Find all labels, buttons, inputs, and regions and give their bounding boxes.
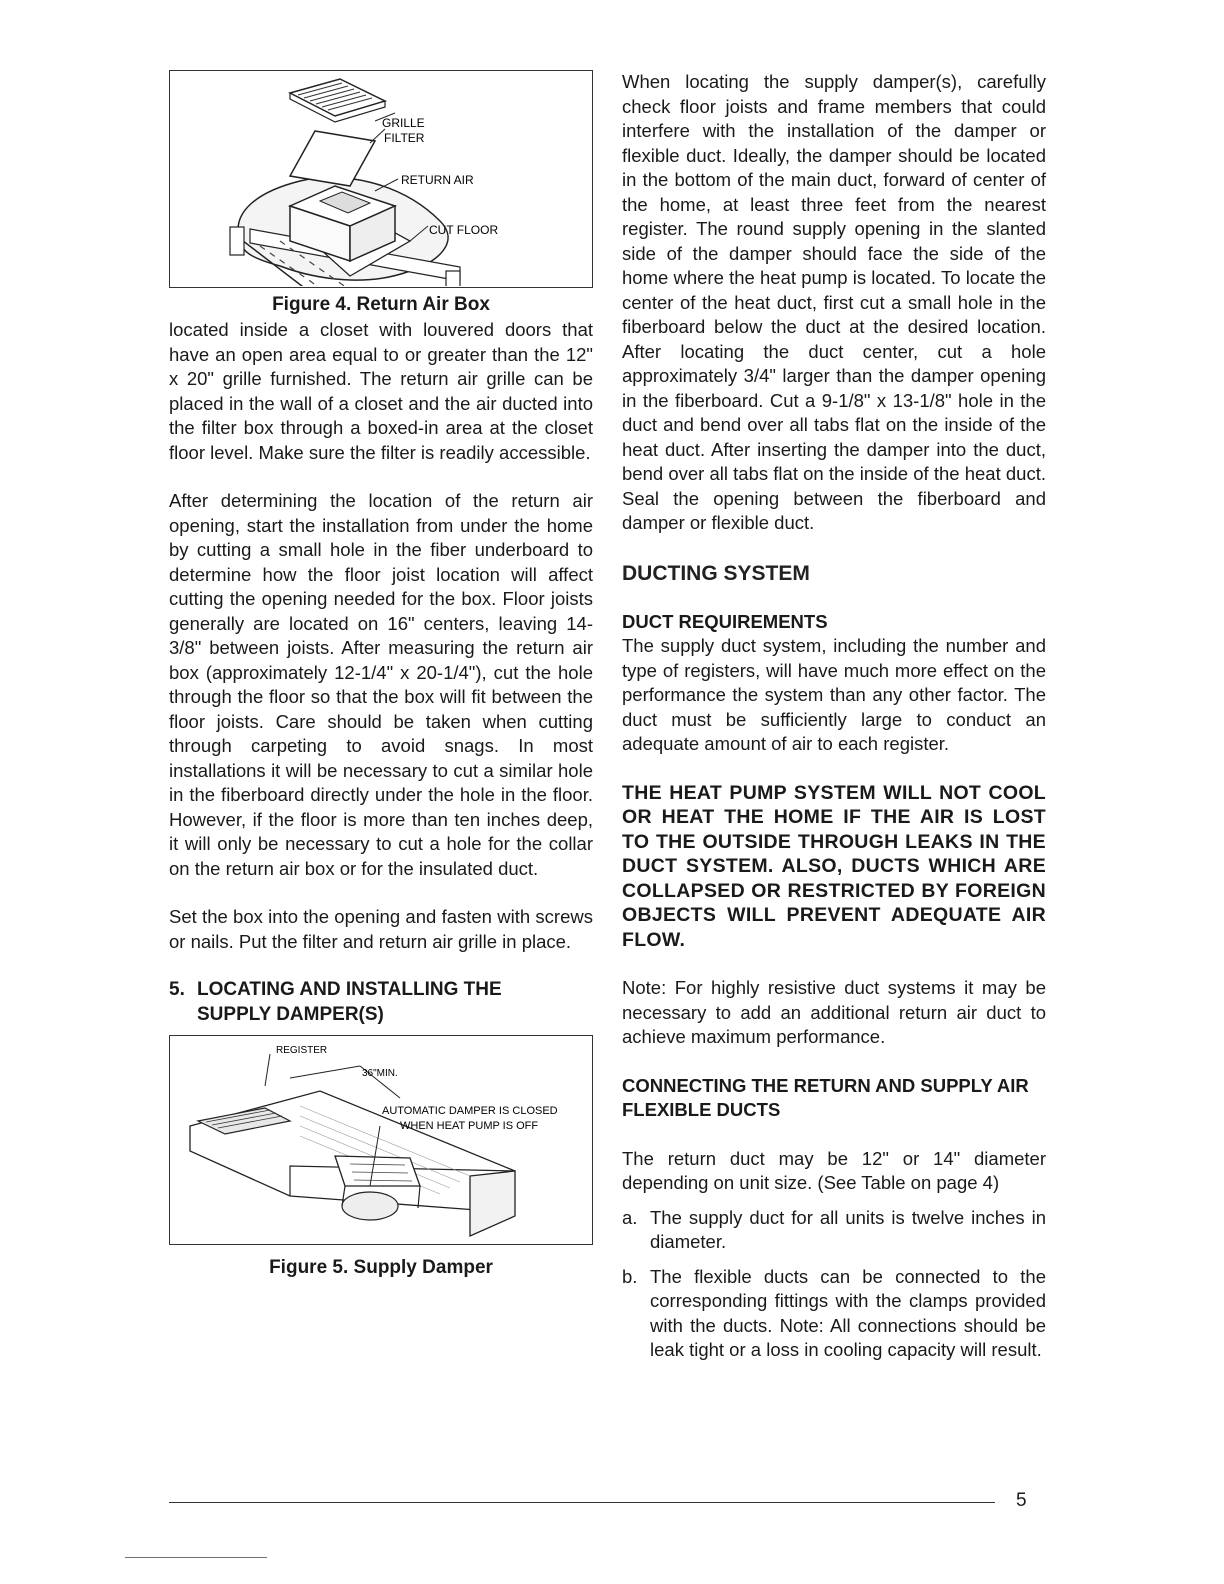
- left-paragraph-2: After determining the location of the return air opening, start the installation from under the home by cutting a small hole in the fiber underboard to determine how the floor joist location will affect cutting the opening needed for the box. Floor joists generally are located on 16" centers, leaving 14-3/8" between joists. After measuring the return air box (approximately 12-1/4" x 20-1/4"), cut the hole through the floor so that the box will fit between the floor joists. Care should be taken when cutting through carpeting to avoid snags. In most installations it will be necessary to cut a similar hole in the fiberboard directly under the hole in the floor. However, if the floor is more than ten inches deep, it will only be necessary to cut a hole for the collar on the return air box or for the insulated duct.: [169, 490, 593, 879]
- figure-5-label-damper-line2: WHEN HEAT PUMP IS OFF: [400, 1120, 539, 1132]
- section-5-title: LOCATING AND INSTALLING THE SUPPLY DAMPER(S): [197, 979, 502, 1025]
- section-5-heading: [169, 978, 593, 1027]
- return-air-box-diagram: [170, 71, 591, 286]
- figure-4-box: [169, 70, 593, 288]
- figure-4-label-return-air: RETURN AIR: [401, 173, 474, 187]
- figure-5-label-register: REGISTER: [276, 1045, 328, 1056]
- note-text: Note: For highly resistive duct systems it may be necessary to add an additional return air duct to achieve maximum performance.: [622, 977, 1046, 1047]
- list-item: [622, 1206, 1046, 1255]
- list-marker: b.: [622, 1265, 638, 1287]
- list-marker: a.: [622, 1206, 638, 1228]
- left-paragraph-3: Set the box into the opening and fasten with screws or nails. Put the filter and return air grille in place.: [169, 906, 593, 952]
- figure-4-label-grille: GRILLE: [382, 116, 425, 130]
- left-paragraph-1: located inside a closet with louvered doors that have an open area equal to or greater than the 12" x 20" grille furnished. The return air grille can be placed in the wall of a closet and the air ducted into the filter box through a boxed-in area at the closet floor level. Make sure the filter is readily accessible.: [169, 319, 593, 463]
- list-text: The supply duct for all units is twelve inches in diameter.: [650, 1206, 1046, 1252]
- warning-text: THE HEAT PUMP SYSTEM WILL NOT COOL OR HEAT THE HOME IF THE AIR IS LOST TO THE OUTSIDE THROUGH LEAKS IN THE DUCT SYSTEM. ALSO, DUCTS WHICH ARE COLLAPSED OR RESTRICTED BY FOREIGN OBJECTS WILL PREVENT ADEQUATE AIR FLOW.: [622, 781, 1046, 951]
- figure-5-caption: Figure 5. Supply Damper: [269, 1257, 493, 1278]
- left-column: [169, 70, 593, 1279]
- duct-requirements-title: DUCT REQUIREMENTS: [622, 610, 828, 632]
- right-column: [622, 70, 1046, 1363]
- figure-4-label-filter: FILTER: [384, 131, 425, 145]
- supply-damper-diagram: [170, 1036, 591, 1243]
- ducting-system-title: DUCTING SYSTEM: [622, 561, 810, 585]
- figure-4-caption: Figure 4. Return Air Box: [272, 294, 490, 315]
- right-paragraph-1: When locating the supply damper(s), carefully check floor joists and frame members that could interfere with the installation of the damper or flexible duct. Ideally, the damper should be located in the bottom of the main duct, forward of center of the home, at least three feet from the nearest register. The round supply opening in the slanted side of the damper should face the side of the home where the heat pump is located. To locate the center of the heat duct, first cut a small hole in the fiberboard below the duct at the desired location. After locating the duct center, cut a hole approximately 3/4" larger than the damper opening in the fiberboard. Cut a 9-1/8" x 13-1/8" hole in the duct and bend over all tabs flat on the inside of the heat duct. After inserting the damper into the duct, bend over all tabs flat on the inside of the heat duct. Seal the opening between the fiberboard and damper or flexible duct.: [622, 71, 1046, 533]
- figure-5-box: [169, 1035, 593, 1245]
- page-number: 5: [1016, 1490, 1027, 1511]
- footer-rule: [169, 1502, 995, 1503]
- figure-5-label-damper-line1: AUTOMATIC DAMPER IS CLOSED: [382, 1105, 558, 1117]
- section-5-number: 5.: [169, 979, 185, 1000]
- list-item: [622, 1265, 1046, 1363]
- list-text: The flexible ducts can be connected to the corresponding fittings with the clamps provided with the ducts. Note: All connections should be leak tight or a loss in cooling capacity will result.: [650, 1265, 1046, 1360]
- connecting-ducts-title: CONNECTING THE RETURN AND SUPPLY AIR FLEXIBLE DUCTS: [622, 1074, 1029, 1120]
- blue-underline-divider: [125, 1557, 267, 1558]
- figure-5-label-min: 36"MIN.: [362, 1068, 398, 1079]
- figure-4-label-cut-floor: CUT FLOOR: [429, 223, 499, 237]
- return-duct-text: The return duct may be 12" or 14" diameter depending on unit size. (See Table on page 4): [622, 1147, 1046, 1193]
- duct-requirements-text: The supply duct system, including the number and type of registers, will have much more effect on the performance the system than any other factor. The duct must be sufficiently large to conduct an adequate amount of air to each register.: [622, 635, 1046, 754]
